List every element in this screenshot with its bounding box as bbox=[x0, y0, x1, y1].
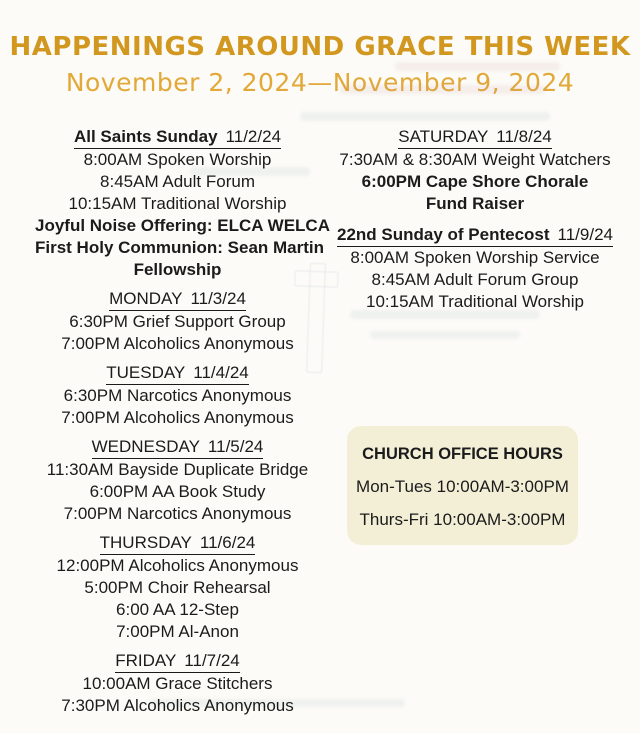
section-date: 11/7/24 bbox=[184, 651, 240, 670]
section-wednesday bbox=[35, 436, 320, 525]
event-line: 8:45AM Adult Forum Group bbox=[371, 270, 579, 289]
section-saturday bbox=[330, 126, 620, 215]
event-line: 7:00PM Alcoholics Anonymous bbox=[61, 408, 294, 427]
event-line: 7:00PM Al-Anon bbox=[116, 622, 239, 641]
event-line: 7:30AM & 8:30AM Weight Watchers bbox=[339, 150, 611, 169]
bleed-through-artifact bbox=[370, 331, 520, 339]
section-thursday bbox=[35, 532, 320, 643]
section-tuesday bbox=[35, 362, 320, 429]
section-heading bbox=[330, 224, 620, 247]
section-heading bbox=[35, 288, 320, 311]
section-heading bbox=[35, 436, 320, 459]
section-day: FRIDAY bbox=[115, 651, 177, 670]
section-day: TUESDAY bbox=[106, 363, 186, 382]
section-day: SATURDAY bbox=[398, 127, 489, 146]
section-date: 11/3/24 bbox=[190, 289, 246, 308]
event-line: 6:30PM Grief Support Group bbox=[69, 312, 286, 331]
section-date: 11/9/24 bbox=[557, 225, 613, 244]
section-heading bbox=[35, 362, 320, 385]
date-range: November 2, 2024—November 9, 2024 bbox=[65, 67, 575, 97]
event-line: 8:00AM Spoken Worship bbox=[83, 150, 272, 169]
section-date: 11/4/24 bbox=[193, 363, 249, 382]
event-line: Fund Raiser bbox=[425, 194, 525, 213]
event-line: 5:00PM Choir Rehearsal bbox=[84, 578, 271, 597]
section-day: WEDNESDAY bbox=[91, 437, 200, 456]
event-line: 8:45AM Adult Forum bbox=[100, 172, 255, 191]
event-line: 7:00PM Alcoholics Anonymous bbox=[61, 334, 294, 353]
schedule-column-left bbox=[35, 126, 330, 724]
section-day: 22nd Sunday of Pentecost bbox=[336, 225, 550, 244]
event-line: 8:00AM Spoken Worship Service bbox=[350, 248, 600, 267]
schedule-column-right bbox=[330, 126, 620, 320]
event-line: 7:30PM Alcoholics Anonymous bbox=[61, 696, 294, 715]
section-date: 11/8/24 bbox=[496, 127, 552, 146]
section-day: MONDAY bbox=[109, 289, 183, 308]
section-date: 11/6/24 bbox=[199, 533, 256, 552]
section-all-saints-sunday bbox=[35, 126, 330, 281]
event-line: Joyful Noise Offering: ELCA WELCA bbox=[35, 216, 330, 235]
event-line: 6:00 AA 12-Step bbox=[116, 600, 239, 619]
event-line: First Holy Communion: Sean Martin bbox=[35, 238, 325, 257]
bleed-through-artifact bbox=[300, 112, 550, 121]
section-monday bbox=[35, 288, 320, 355]
event-line: Fellowship bbox=[133, 260, 222, 279]
office-hours-line: Mon-Tues 10:00AM-3:00PM bbox=[356, 477, 569, 496]
event-line: 6:00PM AA Book Study bbox=[89, 482, 266, 501]
bleed-through-artifact bbox=[340, 85, 545, 94]
section-day: All Saints Sunday bbox=[73, 127, 218, 146]
section-pentecost-sunday bbox=[330, 224, 620, 313]
event-line: 7:00PM Narcotics Anonymous bbox=[63, 504, 292, 523]
event-line: 10:15AM Traditional Worship bbox=[366, 292, 584, 311]
section-heading bbox=[35, 126, 320, 149]
page-title: HAPPENINGS AROUND GRACE THIS WEEK bbox=[9, 32, 631, 62]
section-heading bbox=[35, 650, 320, 673]
section-heading bbox=[35, 532, 320, 555]
event-line: 6:00PM Cape Shore Chorale bbox=[361, 172, 589, 191]
section-friday bbox=[35, 650, 320, 717]
event-line: 11:30AM Bayside Duplicate Bridge bbox=[46, 460, 309, 479]
section-heading bbox=[330, 126, 620, 149]
office-hours-box bbox=[347, 426, 578, 545]
event-line: 10:15AM Traditional Worship bbox=[68, 194, 287, 213]
event-line: 6:30PM Narcotics Anonymous bbox=[63, 386, 292, 405]
office-hours-title: CHURCH OFFICE HOURS bbox=[362, 445, 563, 463]
section-date: 11/5/24 bbox=[207, 437, 264, 456]
section-day: THURSDAY bbox=[99, 533, 192, 552]
bleed-through-artifact bbox=[395, 62, 560, 71]
event-line: 12:00PM Alcoholics Anonymous bbox=[56, 556, 299, 575]
event-line: 10:00AM Grace Stitchers bbox=[82, 674, 273, 693]
section-date: 11/2/24 bbox=[225, 127, 282, 146]
office-hours-line: Thurs-Fri 10:00AM-3:00PM bbox=[359, 510, 566, 529]
